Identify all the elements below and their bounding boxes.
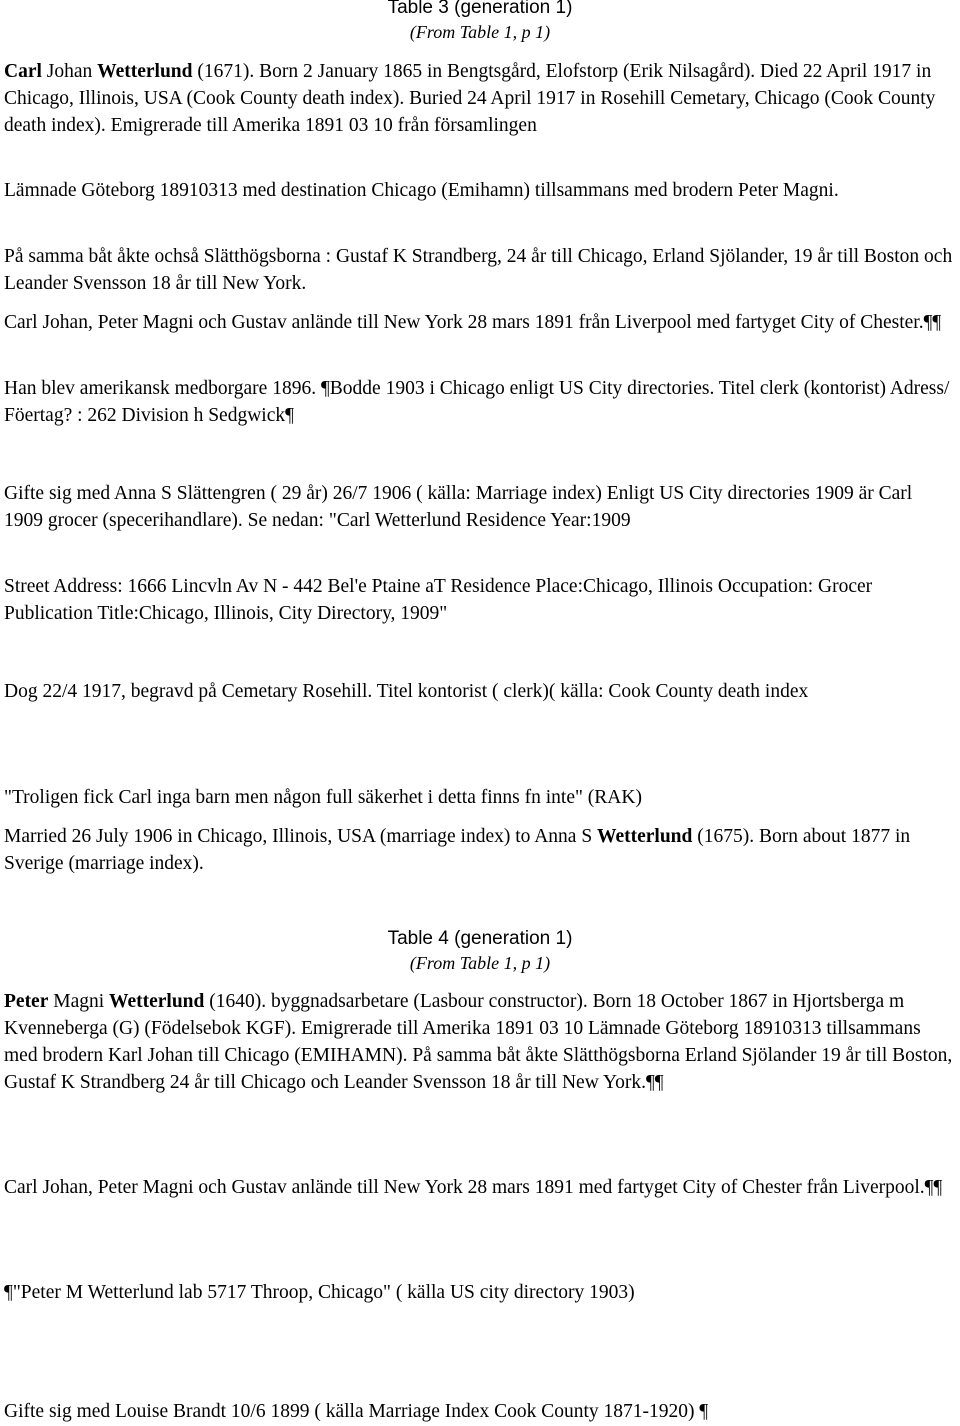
- spouse-surname: Wetterlund: [597, 826, 693, 847]
- table4-paragraph-anlande: Carl Johan, Peter Magni och Gustav anlände till New York 28 mars 1891 med fartyget City of Chester från Liverpool.¶¶: [4, 1177, 943, 1198]
- paragraph-medborgare: Han blev amerikansk medborgare 1896. ¶Bodde 1903 i Chicago enligt US City directories. Titel clerk (kontorist) Adress/ Föertag? : 262 Division h Sedgwick¶: [4, 378, 950, 426]
- table4-paragraph-gifte: Gifte sig med Louise Brandt 10/6 1899 ( källa Marriage Index Cook County 1871-1920) ¶: [4, 1401, 709, 1422]
- surname: Wetterlund: [97, 61, 193, 82]
- table3-title: Table 3 (generation 1): [387, 0, 573, 18]
- paragraph-anlande: Carl Johan, Peter Magni och Gustav anlände till New York 28 mars 1891 från Liverpool med fartyget City of Chester.¶¶: [4, 312, 942, 333]
- given-name: Peter: [4, 991, 49, 1012]
- paragraph-gifte: Gifte sig med Anna S Slättengren ( 29 år) 26/7 1906 ( källa: Marriage index) Enligt US City directories 1909 är Carl 1909 grocer (specerihandlare). Se nedan: "Carl Wetterlund Residence Year:1909: [4, 483, 913, 531]
- table4-title: Table 4 (generation 1): [387, 928, 573, 949]
- table3-head-paragraph: Carl Johan Wetterlund (1671). Born 2 January 1865 in Bengtsgård, Elofstorp (Erik Nilsagård). Died 22 April 1917 in Chicago, Illinois, USA (Cook County death index). Buried 24 April 1917 in Rosehill Cemetary, Chicago (Cook County death index). Emigrerade till Amerika 1891 03 10 från församlingen: [4, 61, 936, 136]
- paragraph-lamnade: Lämnade Göteborg 18910313 med destination Chicago (Emihamn) tillsammans med brodern Peter Magni.: [4, 180, 839, 201]
- paragraph-dog: Dog 22/4 1917, begravd på Cemetary Rosehill. Titel kontorist ( clerk)( källa: Cook County death index: [4, 681, 809, 702]
- table4-header: [0, 927, 960, 975]
- paragraph-street-address: Street Address: 1666 Lincvln Av N - 442 Bel'e Ptaine aT Residence Place:Chicago, Illinois Occupation: Grocer Publication Title:Chicago, Illinois, City Directory, 1909": [4, 576, 873, 624]
- surname: Wetterlund: [109, 991, 205, 1012]
- table3-from: (From Table 1, p 1): [409, 22, 551, 42]
- paragraph-troligen: "Troligen fick Carl inga barn men någon full säkerhet i detta finns fn inte" (RAK): [4, 787, 642, 808]
- paragraph-samma-bat: På samma båt åkte ochså Slätthögsborna : Gustaf K Strandberg, 24 år till Chicago, Erland Sjölander, 19 år till Boston och Leander Svensson 18 år till New York.: [4, 246, 953, 294]
- given-name: Carl: [4, 61, 42, 82]
- table3-header: [0, 0, 960, 44]
- paragraph-married: Married 26 July 1906 in Chicago, Illinois, USA (marriage index) to Anna S Wetterlund (1675). Born about 1877 in Sverige (marriage index).: [4, 826, 911, 874]
- table4-from: (From Table 1, p 1): [409, 953, 551, 973]
- table4-paragraph-directory: ¶"Peter M Wetterlund lab 5717 Throop, Chicago" ( källa US city directory 1903): [4, 1282, 635, 1303]
- table4-head-paragraph: Peter Magni Wetterlund (1640). byggnadsarbetare (Lasbour constructor). Born 18 October 1867 in Hjortsberga m Kvenneberga (G) (Födelsebok KGF). Emigrerade till Amerika 1891 03 10 Lämnade Göteborg 18910313 tillsammans med brodern Karl Johan till Chicago (EMIHAMN). På samma båt åkte Slätthögsborna Erland Sjölander 19 år till Boston, Gustaf K Strandberg 24 år till Chicago och Leander Svensson 18 år till New York.¶¶: [4, 991, 953, 1093]
